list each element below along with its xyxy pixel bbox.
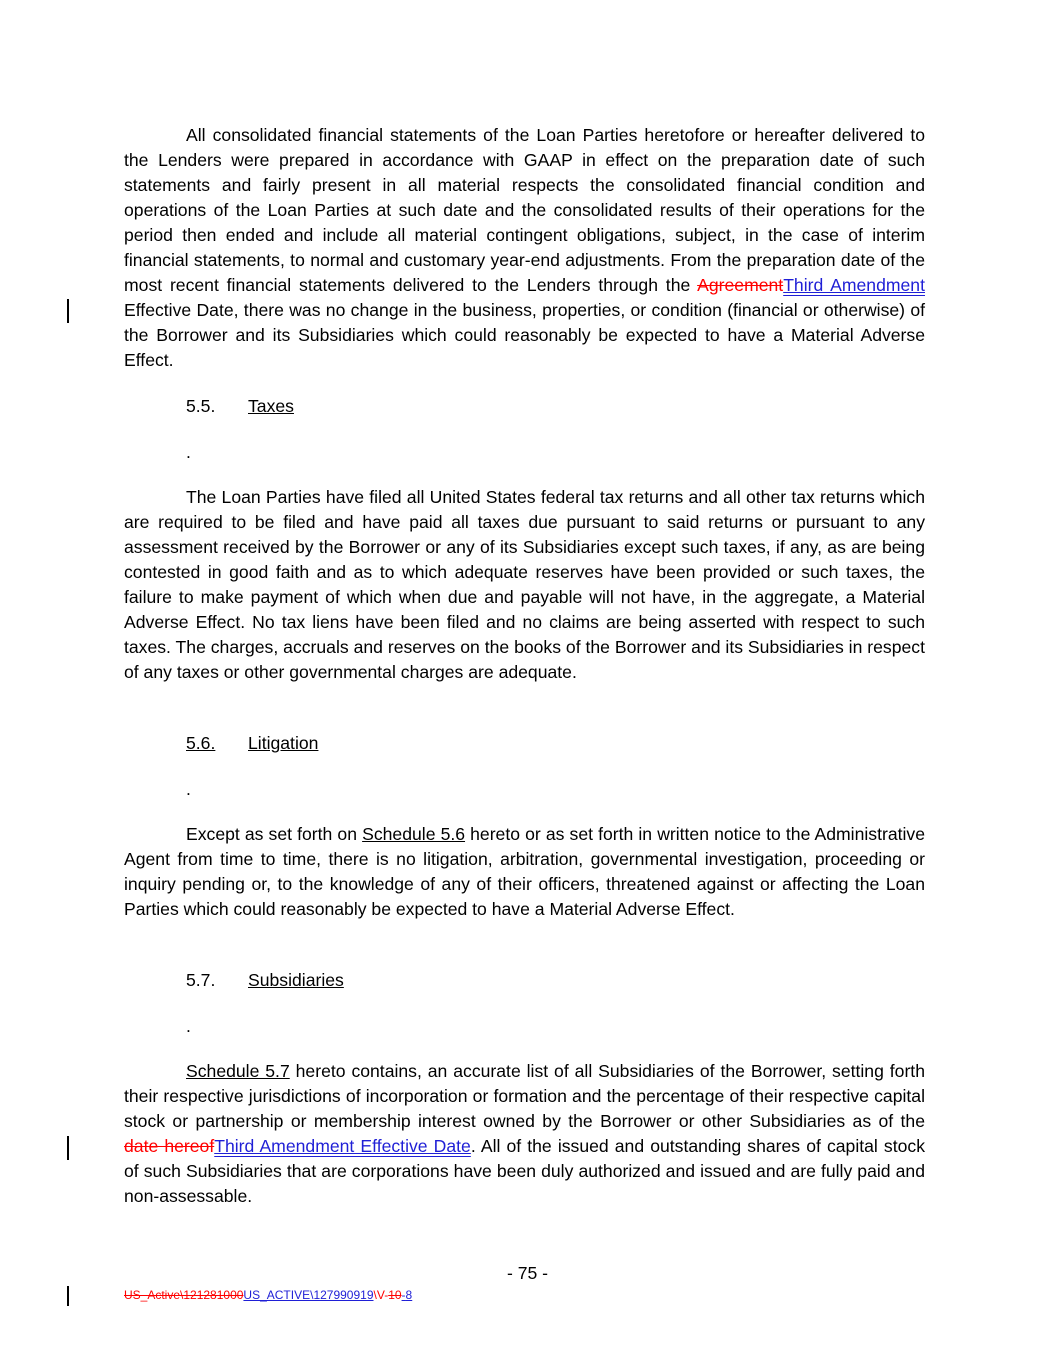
document-id-footer xyxy=(124,1287,412,1303)
section-dot: . xyxy=(186,779,191,799)
deleted-text: Agreement xyxy=(697,275,784,295)
section-heading-taxes xyxy=(186,394,294,419)
page-number: - 75 - xyxy=(506,1263,549,1283)
deleted-version: 10 xyxy=(388,1288,402,1302)
section-number: 5.7. xyxy=(186,970,216,990)
financial-statements-paragraph xyxy=(124,123,925,373)
section-title: Subsidiaries xyxy=(248,970,344,990)
paragraph-text: Effective Date, there was no change in the business, properties, or condition (financial or otherwise) of the Borrower and its Subsidiaries which could reasonably be expected to have a Material Adverse Effect. xyxy=(124,300,925,370)
schedule-reference: Schedule 5.7 xyxy=(186,1061,290,1081)
deleted-text: date hereof xyxy=(124,1136,215,1156)
deleted-doc-id: US_Active\121281000 xyxy=(124,1288,244,1302)
change-bar xyxy=(67,1286,69,1306)
version-separator: - xyxy=(401,1288,406,1302)
inserted-text: Third Amendment xyxy=(783,275,925,295)
inserted-version: 8 xyxy=(405,1288,413,1302)
section-title: Litigation xyxy=(248,733,319,753)
change-bar xyxy=(67,299,69,323)
paragraph-text: hereto contains, an accurate list of all Subsidiaries of the Borrower, setting forth their respective jurisdictions of incorporation or formation and the percentage of their respective capital stock or partnership or membership interest owned by the Borrower or other Subsidiaries as of the xyxy=(124,1061,925,1131)
schedule-reference: Schedule 5.6 xyxy=(362,824,466,844)
section-dot: . xyxy=(186,1016,191,1036)
section-title: Taxes xyxy=(248,396,294,416)
litigation-paragraph xyxy=(124,822,925,922)
paragraph-text: All consolidated financial statements of the Loan Parties heretofore or hereafter delivered to the Lenders were prepared in accordance with GAAP in effect on the preparation date of such statements and fairly present in all material respects the consolidated financial condition and operations of the Loan Parties at such date and the consolidated results of their operations for the period then ended and include all material contingent obligations, subject, in the case of interim financial statements, to normal and customary year-end adjustments. From the preparation date of the most recent financial statements delivered to the Lenders through the xyxy=(124,125,925,295)
inserted-doc-id: US_ACTIVE\127990919 xyxy=(243,1288,374,1302)
section-number: 5.6. xyxy=(186,733,216,753)
paragraph-text: Except as set forth on xyxy=(186,824,363,844)
section-dot: . xyxy=(186,442,191,462)
section-heading-subsidiaries xyxy=(186,968,344,993)
subsidiaries-paragraph xyxy=(124,1059,925,1209)
inserted-text: Third Amendment Effective Date xyxy=(214,1136,471,1156)
version-prefix: \V- xyxy=(373,1288,389,1302)
section-number: 5.5. xyxy=(186,396,216,416)
taxes-paragraph xyxy=(124,485,925,685)
change-bar xyxy=(67,1136,69,1160)
paragraph-text: hereto or as set forth in written notice to the Administrative Agent from time to time, there is no litigation, arbitration, governmental investigation, proceeding or inquiry pending or, to the knowledge of any of their officers, threatened against or affecting the Loan Parties which could reasonably be expected to have a Material Adverse Effect. xyxy=(124,824,925,919)
section-heading-litigation xyxy=(186,731,318,756)
paragraph-text: . All of the issued and outstanding shares of capital stock of such Subsidiaries that are corporations have been duly authorized and issued and are fully paid and non-assessable. xyxy=(124,1136,925,1206)
paragraph-text: The Loan Parties have filed all United States federal tax returns and all other tax returns which are required to be filed and have paid all taxes due pursuant to said returns or pursuant to any assessment received by the Borrower or any of its Subsidiaries except such taxes, if any, as are being contested in good faith and as to which adequate reserves have been provided or such taxes, the failure to make payment of which when due and payable will not have, in the aggregate, a Material Adverse Effect. No tax liens have been filed and no claims are being asserted with respect to such taxes. The charges, accruals and reserves on the books of the Borrower and its Subsidiaries in respect of any taxes or other governmental charges are adequate. xyxy=(124,487,925,682)
